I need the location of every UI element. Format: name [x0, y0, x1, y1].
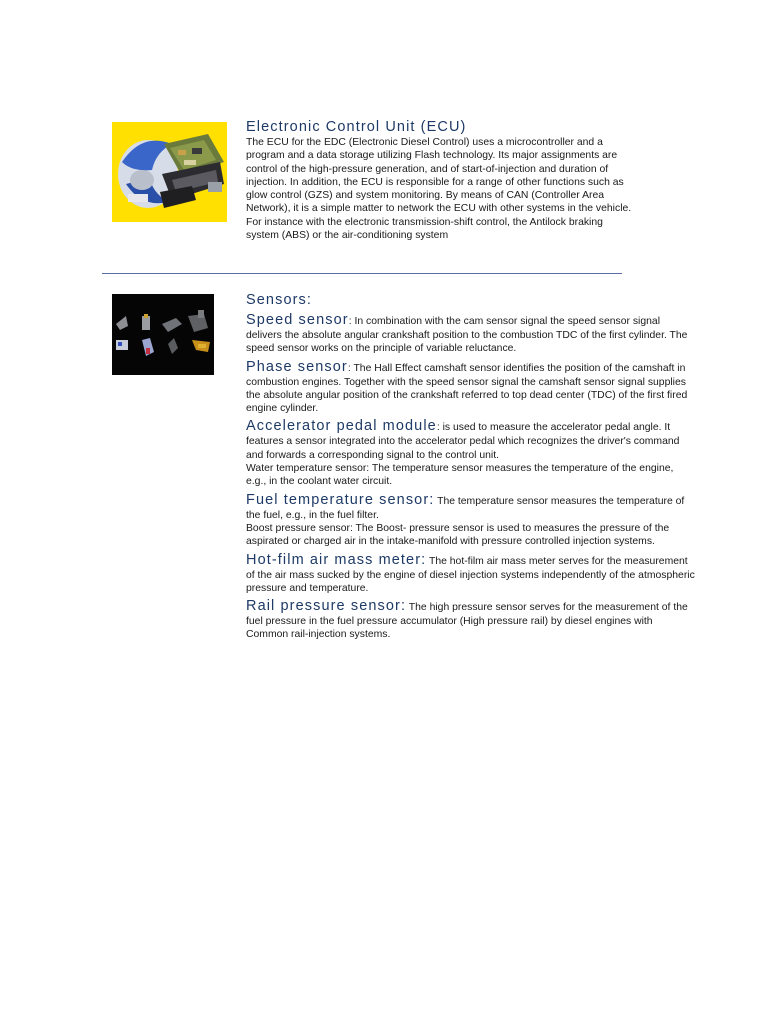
section-divider	[102, 273, 622, 274]
fuel-temperature-term: Fuel temperature sensor:	[246, 491, 435, 508]
rail-pressure-term: Rail pressure sensor:	[246, 598, 407, 615]
phase-sensor-desc: : The Hall Effect camshaft sensor identifies the position of the camshaft in combustion engines. Together with the speed sensor signal the camshaft sensor signal supplies the absolute angular position of the crankshaft referred to top dead center (TDC) of the first fired engine cylinder.	[246, 362, 688, 415]
fuel-temperature-entry	[246, 492, 696, 522]
ecu-body: The ECU for the EDC (Electronic Diesel Control) uses a microcontroller and a program and a data storage utilizing Flash technology. Its major assignments are control of the high-pressure generation, and of start-of-injection and duration of injection. In addition, the ECU is responsible for a range of other functions such as glow control (GZS) and system monitoring. By means of CAN (Controller Area Network), it is a simple matter to network the ECU with other systems in the vehicle. For instance with the electronic transmission-shift control, the Antilock braking system (ABS) or the air-conditioning system	[246, 137, 632, 242]
boost-pressure-entry: Boost pressure sensor: The Boost- pressure sensor is used to measures the pressure of the aspirated or charged air in the intake-manifold with pressure controlled injection systems.	[246, 522, 670, 548]
ecu-title: Electronic Control Unit (ECU)	[246, 119, 467, 135]
sensors-photo-icon	[112, 294, 214, 375]
sensors-title: Sensors:	[246, 292, 313, 308]
ecu-section	[246, 119, 636, 242]
accelerator-pedal-entry	[246, 418, 696, 462]
sensors-section	[246, 292, 696, 645]
hot-film-desc: The hot-film air mass meter serves for the measurement of the air mass sucked by the engine of diesel injection systems independently of the atmospheric pressure and temperature.	[246, 555, 695, 594]
ecu-photo-icon	[112, 122, 227, 222]
fuel-temperature-desc: The temperature sensor measures the temperature of the fuel, e.g., in the fuel filter.	[246, 495, 685, 521]
accelerator-pedal-desc: : is used to measure the accelerator pedal angle. It features a sensor integrated into the accelerator pedal which recognizes the driver's command and forwards a corresponding signal to the control unit.	[246, 422, 680, 461]
sensors-image	[112, 294, 214, 375]
ecu-image	[112, 122, 227, 222]
hot-film-entry	[246, 552, 696, 596]
phase-sensor-entry	[246, 359, 696, 416]
rail-pressure-desc: The high pressure sensor serves for the measurement of the fuel pressure in the fuel pressure accumulator (High pressure rail) by diesel engines with Common rail-injection systems.	[246, 602, 688, 641]
hot-film-term: Hot-film air mass meter:	[246, 551, 427, 568]
speed-sensor-term: Speed sensor	[246, 312, 349, 328]
accelerator-pedal-term: Accelerator pedal module	[246, 418, 437, 435]
speed-sensor-entry	[246, 312, 696, 356]
rail-pressure-entry	[246, 598, 696, 642]
phase-sensor-term: Phase sensor	[246, 358, 348, 375]
speed-sensor-desc: : In combination with the cam sensor signal the speed sensor signal delivers the absolute angular crankshaft position to the combustion TDC of the first cylinder. The speed sensor works on the principle of variable reluctance.	[246, 316, 688, 355]
water-temperature-entry: Water temperature sensor: The temperature sensor measures the temperature of the engine, e.g., in the coolant water circuit.	[246, 463, 674, 488]
